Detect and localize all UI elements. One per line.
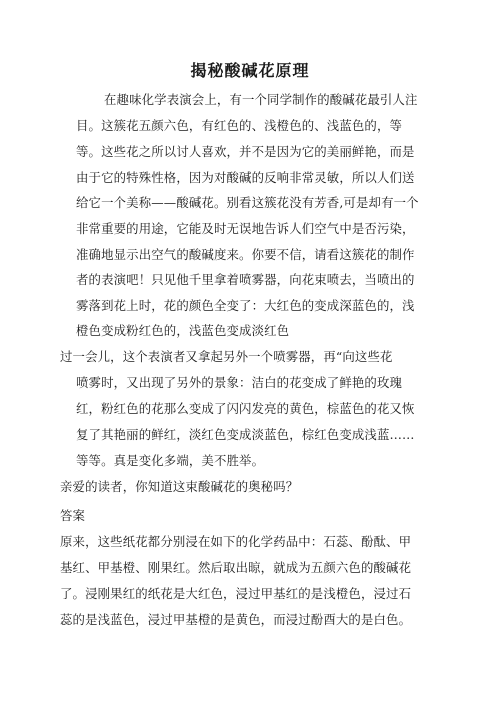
document-title: 揭秘酸碱花原理 xyxy=(190,61,310,80)
paragraph-line: 由于它的特殊性格，因为对酸碱的反响非常灵敏，所以人们送 xyxy=(76,170,415,185)
paragraph-line: 目。这簇花五颜六色，有红色的、浅橙色的、浅蓝色的，等 xyxy=(76,118,403,133)
paragraph-line: 过一会儿，这个表演者又拿起另外一个喷雾器，再“向这些花 xyxy=(60,349,393,364)
paragraph-line: 者的表演吧！只见他千里拿着喷雾器，向花束喷去，当喷出的 xyxy=(76,272,415,287)
paragraph-line: 非常重要的用途，它能及时无误地告诉人们空气中是否污染， xyxy=(76,221,415,236)
paragraph-line: 了。浸刚果红的纸花是大红色，浸过甲基红的是浅橙色，浸过石 xyxy=(60,586,412,601)
paragraph-line: 红，粉红色的花那么变成了闪闪发亮的黄色，棕蓝色的花又恢 xyxy=(76,401,415,416)
paragraph-line: 原来，这些纸花都分别浸在如下的化学药品中：石蕊、酚酞、甲 xyxy=(60,534,412,549)
paragraph-line: 喷雾时，又出现了另外的景象：洁白的花变成了鲜艳的玫瑰 xyxy=(76,375,403,390)
paragraph-line: 等。这些花之所以讨人喜欢，并不是因为它的美丽鲜艳，而是 xyxy=(76,144,415,159)
paragraph-line: 等等。真是变化多端，美不胜举。 xyxy=(76,453,265,468)
paragraph-line: 在趣味化学表演会上，有一个同学制作的酸碱花最引人注 xyxy=(104,92,418,107)
paragraph-line: 给它一个美称——酸碱花。别看这簇花没有芳香,可是却有一个 xyxy=(76,195,419,210)
paragraph-line: 复了其艳丽的鲜红，淡红色变成淡蓝色，棕红色变成浅蓝…… xyxy=(76,427,415,442)
paragraph-line: 准确地显示出空气的酸碱度来。你要不信，请看这簇花的制作 xyxy=(76,247,415,262)
paragraph-line: 雾落到花上时，花的颜色全变了：大红色的变成深蓝色的，浅 xyxy=(76,298,415,313)
paragraph-line: 亲爱的读者，你知道这束酸碱花的奥秘吗？ xyxy=(60,479,299,494)
paragraph-line: 基红、甲基橙、刚果红。然后取出晾，就成为五颜六色的酸碱花 xyxy=(60,560,412,575)
paragraph-line: 蕊的是浅蓝色，浸过甲基橙的是黄色，而浸过酚酉大的是白色。 xyxy=(60,612,412,627)
answer-heading: 答案 xyxy=(60,508,86,523)
paragraph-line: 橙色变成粉红色的，浅蓝色变成淡红色 xyxy=(76,323,290,338)
